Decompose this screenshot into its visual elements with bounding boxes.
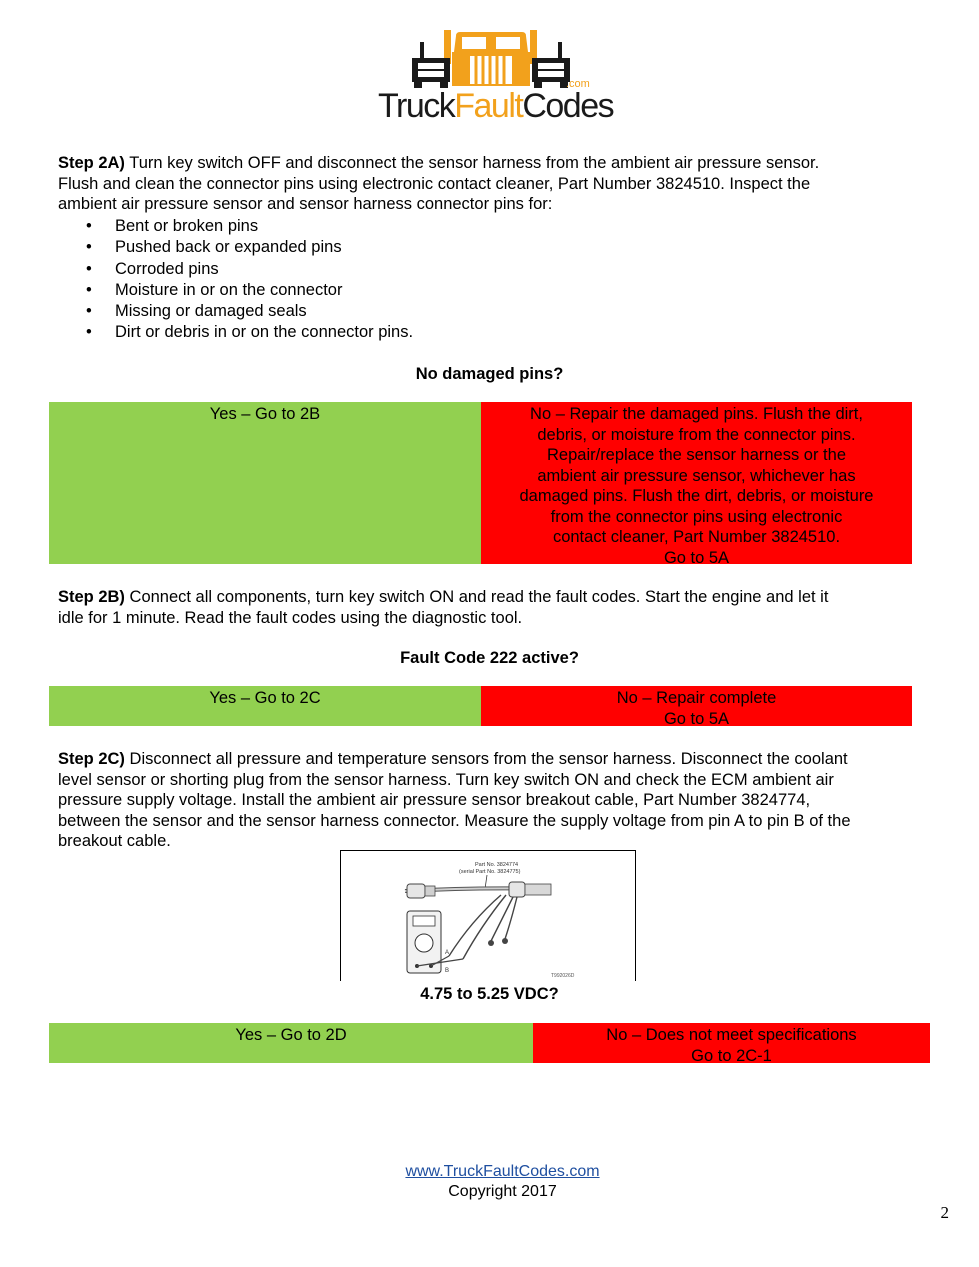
figure-part-label: Part No. 3824774	[475, 862, 519, 868]
truckfaultcodes-logo	[378, 22, 614, 130]
figure-serial-label: (serial Part No. 3824775)	[459, 869, 521, 875]
step-2a-text	[58, 153, 920, 215]
yes-text: Yes – Go to 2C	[209, 689, 321, 707]
step-2a-label: Step 2A)	[58, 154, 125, 172]
footer	[0, 1162, 979, 1202]
step-2a-line-3: ambient air pressure sensor and sensor harness connector pins for:	[58, 195, 553, 213]
list-item: • Pushed back or expanded pins	[58, 237, 920, 258]
step-2b-question: Fault Code 222 active?	[400, 649, 579, 667]
no-cell	[533, 1023, 930, 1063]
list-item: • Corroded pins	[58, 259, 920, 280]
step-2c-line-4: between the sensor and the sensor harness connector. Measure the supply voltage from pin A to pin B of the	[58, 811, 851, 830]
no-text-line: No – Repair complete	[616, 689, 777, 707]
yes-cell	[49, 686, 481, 726]
logo-wordmark	[378, 86, 614, 126]
no-cell	[481, 402, 912, 567]
figure-id-label: T992026D	[551, 973, 575, 979]
no-text-line: No – Repair the damaged pins. Flush the dirt,	[530, 405, 863, 423]
list-item: • Bent or broken pins	[58, 216, 920, 237]
step-2c-question: 4.75 to 5.25 VDC?	[420, 985, 559, 1003]
step-2c-line-1	[58, 749, 920, 770]
step-2b-text	[58, 587, 920, 628]
list-item: • Dirt or debris in or on the connector pins.	[58, 322, 920, 343]
no-text-line: No – Does not meet specifications	[606, 1026, 857, 1044]
breakout-cable-illustration	[341, 851, 635, 981]
yes-text: Yes – Go to 2D	[235, 1026, 347, 1044]
step-2a-line-1-text: Turn key switch OFF and disconnect the sensor harness from the ambient air pressure sensor.	[124, 154, 820, 172]
no-text-line: Go to 5A	[663, 548, 730, 567]
step-2b-label: Step 2B)	[58, 588, 125, 606]
no-text-line: Repair/replace the sensor harness or the	[547, 446, 846, 464]
no-text-line: contact cleaner, Part Number 3824510.	[552, 528, 841, 546]
step-2c-line-2: level sensor or shorting plug from the sensor harness. Turn key switch ON and check the ECM ambient air	[58, 770, 834, 789]
no-text-line: Go to 2C-1	[691, 1046, 772, 1065]
step-2c-line-3: pressure supply voltage. Install the ambient air pressure sensor breakout cable, Part Number 3824774,	[58, 791, 811, 809]
no-text-line: debris, or moisture from the connector pins.	[537, 425, 856, 444]
step-2b-decision-table	[49, 686, 912, 726]
no-text-line: Go to 5A	[663, 709, 730, 728]
step-2c-line-1-text: Disconnect all pressure and temperature sensors from the sensor harness. Disconnect the coolant	[124, 750, 848, 768]
no-text-line: damaged pins. Flush the dirt, debris, or moisture	[519, 487, 874, 505]
breakout-cable-figure	[340, 850, 636, 981]
step-2c-text	[58, 749, 920, 852]
list-item: • Missing or damaged seals	[58, 301, 920, 322]
step-2a-line-1	[58, 153, 920, 174]
footer-website-link[interactable]: www.TruckFaultCodes.com	[405, 1163, 600, 1180]
step-2a-line-2: Flush and clean the connector pins using electronic contact cleaner, Part Number 3824510. Inspect the	[58, 174, 811, 193]
no-text-line: from the connector pins using electronic	[550, 507, 843, 526]
no-text-line: ambient air pressure sensor, whichever has	[537, 466, 856, 485]
pin-a-label: A	[445, 950, 450, 956]
logo-word-fault: Fault	[454, 87, 523, 125]
footer-copyright: Copyright 2017	[448, 1183, 557, 1200]
yes-text: Yes – Go to 2B	[209, 405, 321, 423]
step-2b-line-1-text: Connect all components, turn key switch ON and read the fault codes. Start the engine and let it	[124, 588, 829, 606]
yes-cell	[49, 402, 481, 564]
step-2b-line-1	[58, 587, 920, 608]
logo-word-codes: Codes	[522, 87, 614, 125]
pin-b-label: B	[445, 968, 450, 974]
page-number: 2	[940, 1203, 949, 1222]
list-item: • Moisture in or on the connector	[58, 280, 920, 301]
step-2a-decision-table	[49, 402, 912, 567]
step-2c-label: Step 2C)	[58, 750, 125, 768]
logo-com: .com	[566, 78, 590, 90]
step-2a-question: No damaged pins?	[415, 365, 564, 383]
step-2b-line-2: idle for 1 minute. Read the fault codes using the diagnostic tool.	[58, 608, 523, 627]
no-cell	[481, 686, 912, 726]
yes-cell	[49, 1023, 533, 1063]
inspection-bullet-list	[58, 216, 920, 344]
step-2c-decision-table	[49, 1023, 930, 1063]
step-2c-line-5: breakout cable.	[58, 832, 171, 850]
logo-word-truck: Truck	[378, 87, 455, 125]
